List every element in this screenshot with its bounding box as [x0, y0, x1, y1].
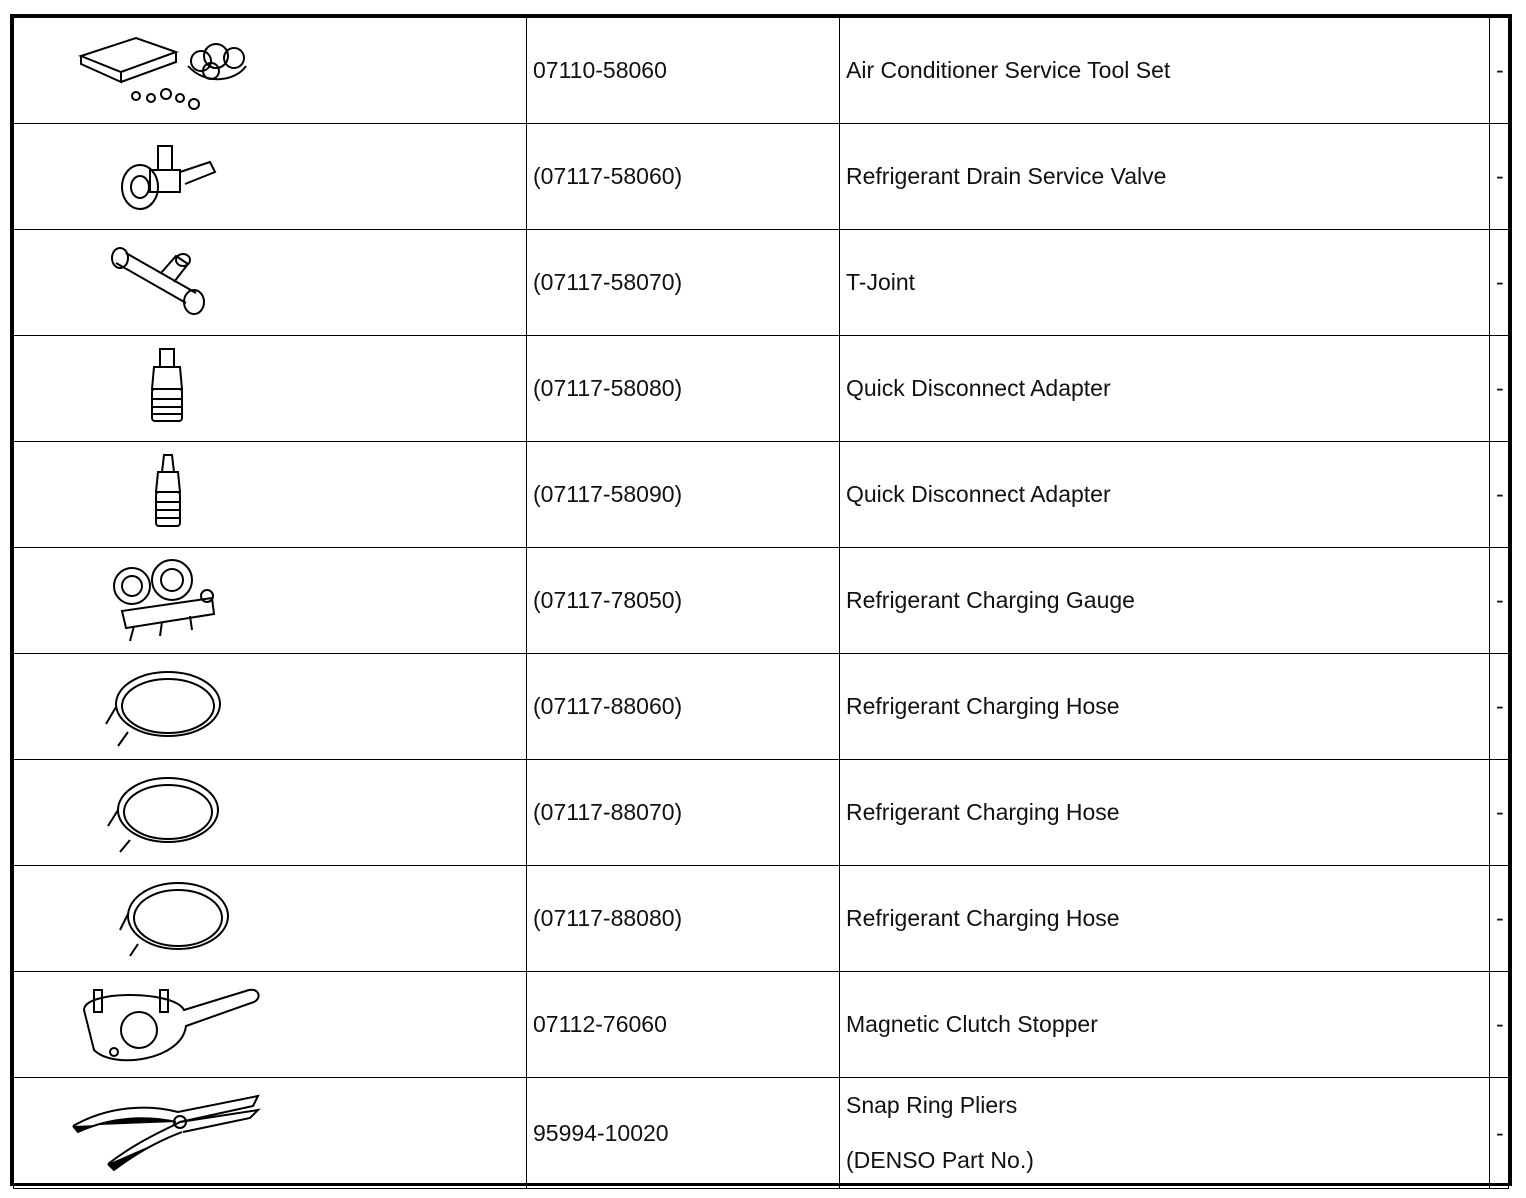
part-name: Refrigerant Drain Service Valve: [840, 124, 1490, 230]
part-name: [840, 1078, 1490, 1189]
table-row: [14, 972, 1509, 1078]
note: -: [1490, 866, 1509, 972]
illustration-cell: [14, 124, 527, 230]
table-row: [14, 760, 1509, 866]
part-name: Refrigerant Charging Hose: [840, 654, 1490, 760]
illustration-cell: [14, 1078, 527, 1189]
illustration-cell: [14, 230, 527, 336]
part-number: (07117-88070): [527, 760, 840, 866]
note: -: [1490, 548, 1509, 654]
note: -: [1490, 654, 1509, 760]
table-row: [14, 866, 1509, 972]
charging-hose-illustration: [98, 768, 228, 858]
note: -: [1490, 230, 1509, 336]
illustration-cell: [14, 972, 527, 1078]
part-name: T-Joint: [840, 230, 1490, 336]
sst-table: [13, 17, 1509, 1189]
table-row: [14, 230, 1509, 336]
part-number: (07117-88080): [527, 866, 840, 972]
illustration-cell: [14, 654, 527, 760]
part-number: 07112-76060: [527, 972, 840, 1078]
part-number: 95994-10020: [527, 1078, 840, 1189]
part-name-line: (DENSO Part No.): [846, 1147, 1034, 1173]
sst-table-container: [10, 14, 1512, 1186]
note: -: [1490, 336, 1509, 442]
part-number: 07110-58060: [527, 18, 840, 124]
table-row: [14, 124, 1509, 230]
illustration-cell: [14, 760, 527, 866]
part-name: Magnetic Clutch Stopper: [840, 972, 1490, 1078]
note: -: [1490, 1078, 1509, 1189]
part-number: (07117-58070): [527, 230, 840, 336]
part-name: Air Conditioner Service Tool Set: [840, 18, 1490, 124]
part-name: Quick Disconnect Adapter: [840, 442, 1490, 548]
table-row: [14, 654, 1509, 760]
illustration-cell: [14, 548, 527, 654]
part-name: Refrigerant Charging Gauge: [840, 548, 1490, 654]
quick-disconnect-adapter-illustration: [142, 344, 192, 434]
part-number: (07117-88060): [527, 654, 840, 760]
t-joint-illustration: [106, 238, 216, 328]
quick-disconnect-adapter-illustration: [146, 450, 190, 540]
part-name-line: Snap Ring Pliers: [846, 1092, 1018, 1118]
table-row: [14, 18, 1509, 124]
part-number: (07117-78050): [527, 548, 840, 654]
note: -: [1490, 18, 1509, 124]
drain-service-valve-illustration: [110, 132, 220, 222]
table-row: [14, 442, 1509, 548]
illustration-cell: [14, 442, 527, 548]
illustration-cell: [14, 18, 527, 124]
note: -: [1490, 124, 1509, 230]
charging-hose-illustration: [98, 662, 228, 752]
note: -: [1490, 760, 1509, 866]
part-name: Refrigerant Charging Hose: [840, 760, 1490, 866]
illustration-cell: [14, 336, 527, 442]
charging-gauge-illustration: [102, 556, 222, 646]
service-tool-set-illustration: [76, 26, 256, 116]
part-number: (07117-58090): [527, 442, 840, 548]
illustration-cell: [14, 866, 527, 972]
snap-ring-pliers-illustration: [68, 1086, 268, 1176]
clutch-stopper-illustration: [74, 980, 264, 1070]
part-number: (07117-58060): [527, 124, 840, 230]
note: -: [1490, 442, 1509, 548]
part-name: Refrigerant Charging Hose: [840, 866, 1490, 972]
part-number: (07117-58080): [527, 336, 840, 442]
table-row: [14, 548, 1509, 654]
table-row: [14, 1078, 1509, 1189]
note: -: [1490, 972, 1509, 1078]
table-row: [14, 336, 1509, 442]
charging-hose-illustration: [108, 874, 238, 964]
part-name: Quick Disconnect Adapter: [840, 336, 1490, 442]
